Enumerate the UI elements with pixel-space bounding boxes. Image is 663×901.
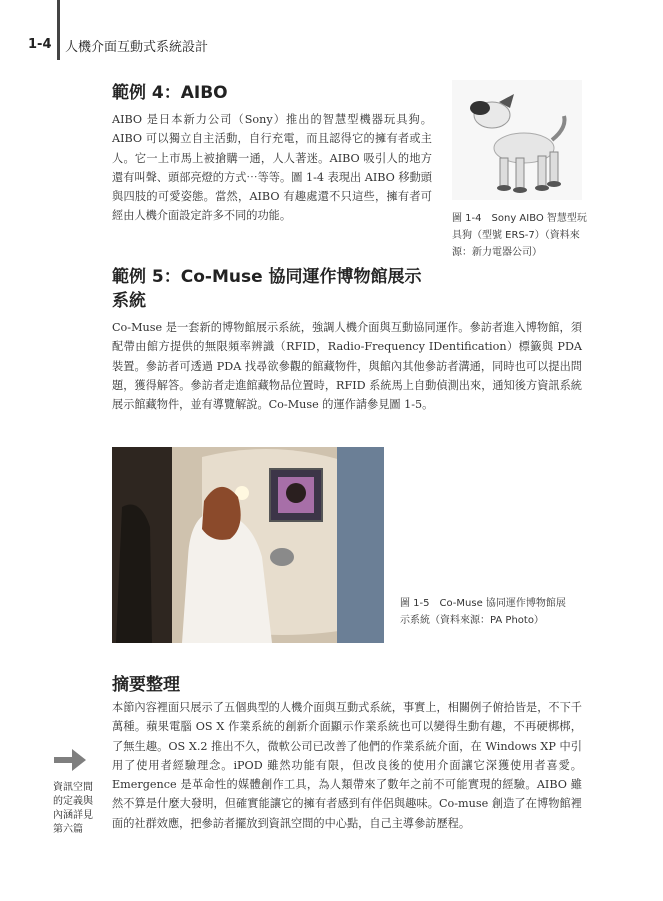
chapter-title: 人機介面互動式系統設計 [65, 40, 209, 55]
aibo-robot-dog-photo [452, 80, 582, 200]
example5-paragraph: Co-Muse 是一套新的博物館展示系統，強調人機介面與互動協同運作。參訪者進入博物館，須配帶由館方提供的無限頻率辨識（RFID，Radio-Frequency IDentification）標籤與 PDA 裝置。參訪者可透過 PDA 找尋欲參觀的館藏物件，與館內其他參訪者溝通，同時也可以提出問題，獲得解答。參訪者走進館藏物品位置時，RFID 系統馬上自動偵測出來，通知後方資訊系統展示館藏物件，並有導覽解說。Co-Muse 的運作請參見圖 1-5。 [112, 321, 582, 412]
example4-heading: 範例 4：AIBO [112, 83, 228, 103]
co-muse-museum-photo [112, 447, 384, 643]
figure-1-4-caption: 圖 1-4 Sony AIBO 智慧型玩具狗（型號 ERS-7）（資料來源：新力電器公司） [452, 213, 587, 258]
example5-heading: 範例 5：Co-Muse 協同運作博物館展示系統 [112, 267, 422, 311]
header-rule [57, 0, 60, 60]
arrow-right-icon [52, 746, 88, 774]
summary-heading: 摘要整理 [112, 675, 180, 695]
page-number: 1-4 [28, 37, 52, 52]
summary-paragraph: 本節內容裡面只展示了五個典型的人機介面與互動式系統，事實上，相關例子俯拾皆是，不下千萬種。蘋果電腦 OS X 作業系統的創新介面顯示作業系統也可以變得生動有趣，不再硬梆梆，了無生趣。OS X.2 推出不久，微軟公司已改善了他們的作業系統介面，在 Windows XP 中引用了使用者經驗理念。iPOD 雖然功能有限，但改良後的使用介面讓它深獲使用者喜愛。Emergence 是革命性的媒體創作工具，為人類帶來了數年之前不可能實現的經驗。AIBO 雖然不算是什麼大發明，但確實能讓它的擁有者感到有伴侶與趣味。Co-muse 創造了在博物館裡面的社群效應，把參訪者擺放到資訊空間的中心點，自己主導參訪歷程。 [112, 701, 582, 830]
example4-paragraph: AIBO 是日本新力公司（Sony）推出的智慧型機器玩具狗。AIBO 可以獨立自主活動，自行充電，而且認得它的擁有者或主人。它一上市馬上被搶購一通，人人著迷。AIBO 吸引人的地方還有叫聲、頭部亮燈的方式⋯等等。圖 1-4 表現出 AIBO 移動頭與四肢的可愛姿態。當然，AIBO 有趣處還不只這些，擁有者可經由人機介面設定許多不同的功能。 [112, 113, 432, 223]
figure-1-5-caption: 圖 1-5 Co-Muse 協同運作博物館展示系統（資料來源：PA Photo） [400, 598, 566, 626]
side-note-text: 資訊空間的定義與內涵詳見第六篇 [53, 782, 93, 835]
